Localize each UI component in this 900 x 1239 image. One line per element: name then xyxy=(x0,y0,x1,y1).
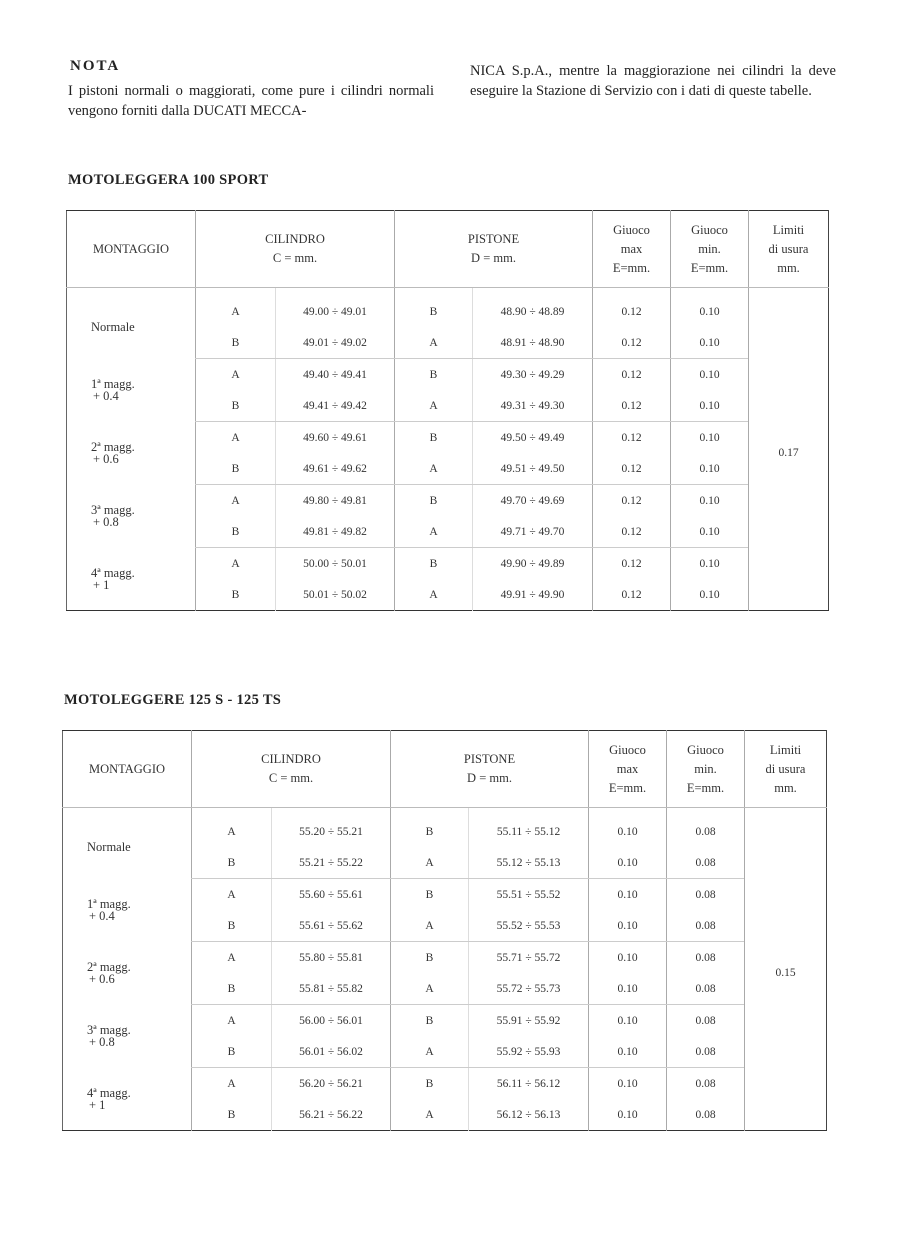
spec-table-100-sport xyxy=(66,210,829,611)
piston-diameter: 55.52 ÷ 55.53 xyxy=(469,910,589,942)
cylinder-diameter: 49.41 ÷ 49.42 xyxy=(276,390,395,422)
header-cilindro: CILINDRO C = mm. xyxy=(196,211,395,288)
piston-class: A xyxy=(391,1036,469,1068)
montaggio-label: 3ª magg. + 0.8 xyxy=(91,503,135,529)
table-row xyxy=(67,288,829,328)
montaggio-label: Normale xyxy=(87,840,131,855)
piston-class: B xyxy=(395,422,473,454)
piston-diameter: 55.11 ÷ 55.12 xyxy=(469,808,589,848)
piston-diameter: 49.31 ÷ 49.30 xyxy=(473,390,593,422)
giuoco-max-value: 0.10 xyxy=(589,1005,667,1037)
giuoco-max-value: 0.12 xyxy=(593,327,671,359)
piston-class: B xyxy=(391,1005,469,1037)
piston-diameter: 56.11 ÷ 56.12 xyxy=(469,1068,589,1100)
montaggio-label: 2ª magg. + 0.6 xyxy=(91,440,135,466)
montaggio-label: Normale xyxy=(91,320,135,335)
giuoco-max-value: 0.10 xyxy=(589,1099,667,1131)
piston-diameter: 55.92 ÷ 55.93 xyxy=(469,1036,589,1068)
cylinder-class: A xyxy=(192,942,272,974)
cylinder-diameter: 56.21 ÷ 56.22 xyxy=(272,1099,391,1131)
montaggio-label: 3ª magg. + 0.8 xyxy=(87,1023,131,1049)
piston-class: B xyxy=(391,1068,469,1100)
piston-class: B xyxy=(395,485,473,517)
giuoco-max-value: 0.12 xyxy=(593,390,671,422)
piston-class: A xyxy=(391,973,469,1005)
piston-class: A xyxy=(391,910,469,942)
cylinder-class: B xyxy=(196,390,276,422)
table-row xyxy=(67,485,829,517)
cylinder-class: B xyxy=(196,327,276,359)
cylinder-class: B xyxy=(196,579,276,611)
cylinder-diameter: 49.00 ÷ 49.01 xyxy=(276,288,395,328)
piston-class: B xyxy=(395,359,473,391)
table-title-100-sport: MOTOLEGGERA 100 SPORT xyxy=(68,172,269,188)
piston-diameter: 49.91 ÷ 49.90 xyxy=(473,579,593,611)
piston-class: A xyxy=(395,579,473,611)
piston-class: A xyxy=(395,327,473,359)
cylinder-class: B xyxy=(192,910,272,942)
montaggio-label: 1ª magg. + 0.4 xyxy=(87,897,131,923)
giuoco-max-value: 0.12 xyxy=(593,453,671,485)
table-row xyxy=(63,1068,827,1100)
limite-usura-value: 0.17 xyxy=(749,288,829,611)
nota-text-right: NICA S.p.A., mentre la maggiorazione nei cilindri la deve eseguire la Stazione di Servizio con i dati di queste tabelle. xyxy=(470,63,836,99)
piston-class: B xyxy=(391,808,469,848)
table-row xyxy=(63,879,827,911)
nota-section xyxy=(68,58,838,121)
piston-diameter: 55.71 ÷ 55.72 xyxy=(469,942,589,974)
piston-diameter: 55.51 ÷ 55.52 xyxy=(469,879,589,911)
table-row xyxy=(67,359,829,391)
giuoco-max-value: 0.10 xyxy=(589,1068,667,1100)
cylinder-class: A xyxy=(196,485,276,517)
cylinder-class: B xyxy=(196,453,276,485)
giuoco-min-value: 0.10 xyxy=(671,327,749,359)
piston-diameter: 49.50 ÷ 49.49 xyxy=(473,422,593,454)
cylinder-diameter: 49.60 ÷ 49.61 xyxy=(276,422,395,454)
giuoco-min-value: 0.08 xyxy=(667,879,745,911)
montaggio-label: 4ª magg. + 1 xyxy=(87,1085,131,1112)
cylinder-diameter: 55.21 ÷ 55.22 xyxy=(272,847,391,879)
piston-class: B xyxy=(391,879,469,911)
cylinder-diameter: 49.80 ÷ 49.81 xyxy=(276,485,395,517)
piston-class: A xyxy=(391,1099,469,1131)
giuoco-min-value: 0.08 xyxy=(667,1036,745,1068)
giuoco-min-value: 0.08 xyxy=(667,1068,745,1100)
header-giuoco-min: Giuoco min. E=mm. xyxy=(671,211,749,288)
giuoco-min-value: 0.10 xyxy=(671,359,749,391)
header-limiti-usura: Limiti di usura mm. xyxy=(745,731,827,808)
giuoco-max-value: 0.12 xyxy=(593,422,671,454)
nota-text-left: I pistoni normali o maggiorati, come pure i cilindri normali vengono forniti dalla DUCATI MECCA- xyxy=(68,83,434,119)
giuoco-min-value: 0.10 xyxy=(671,453,749,485)
cylinder-diameter: 56.00 ÷ 56.01 xyxy=(272,1005,391,1037)
giuoco-max-value: 0.12 xyxy=(593,485,671,517)
cylinder-class: A xyxy=(192,1005,272,1037)
cylinder-diameter: 49.61 ÷ 49.62 xyxy=(276,453,395,485)
giuoco-max-value: 0.10 xyxy=(589,1036,667,1068)
giuoco-max-value: 0.10 xyxy=(589,879,667,911)
piston-class: B xyxy=(395,288,473,328)
giuoco-max-value: 0.12 xyxy=(593,579,671,611)
giuoco-max-value: 0.12 xyxy=(593,288,671,328)
cylinder-class: A xyxy=(192,879,272,911)
header-pistone: PISTONE D = mm. xyxy=(391,731,589,808)
header-pistone: PISTONE D = mm. xyxy=(395,211,593,288)
table-title-125: MOTOLEGGERE 125 S - 125 TS xyxy=(64,692,282,708)
piston-diameter: 48.91 ÷ 48.90 xyxy=(473,327,593,359)
table-body xyxy=(67,288,829,611)
giuoco-max-value: 0.12 xyxy=(593,548,671,580)
piston-diameter: 55.12 ÷ 55.13 xyxy=(469,847,589,879)
piston-diameter: 49.90 ÷ 49.89 xyxy=(473,548,593,580)
cylinder-class: A xyxy=(196,548,276,580)
piston-diameter: 55.72 ÷ 55.73 xyxy=(469,973,589,1005)
giuoco-min-value: 0.08 xyxy=(667,973,745,1005)
giuoco-min-value: 0.10 xyxy=(671,422,749,454)
piston-diameter: 55.91 ÷ 55.92 xyxy=(469,1005,589,1037)
giuoco-min-value: 0.10 xyxy=(671,548,749,580)
giuoco-max-value: 0.10 xyxy=(589,808,667,848)
giuoco-max-value: 0.10 xyxy=(589,942,667,974)
cylinder-class: B xyxy=(196,516,276,548)
cylinder-diameter: 49.40 ÷ 49.41 xyxy=(276,359,395,391)
table-row xyxy=(63,942,827,974)
giuoco-min-value: 0.08 xyxy=(667,942,745,974)
cylinder-diameter: 49.01 ÷ 49.02 xyxy=(276,327,395,359)
giuoco-max-value: 0.10 xyxy=(589,973,667,1005)
table-row xyxy=(67,548,829,580)
giuoco-min-value: 0.10 xyxy=(671,390,749,422)
giuoco-max-value: 0.12 xyxy=(593,516,671,548)
piston-diameter: 49.70 ÷ 49.69 xyxy=(473,485,593,517)
piston-diameter: 49.51 ÷ 49.50 xyxy=(473,453,593,485)
limite-usura-value: 0.15 xyxy=(745,808,827,1131)
piston-class: A xyxy=(395,453,473,485)
cylinder-diameter: 56.01 ÷ 56.02 xyxy=(272,1036,391,1068)
table-body xyxy=(63,808,827,1131)
cylinder-class: A xyxy=(196,359,276,391)
montaggio-label: 2ª magg. + 0.6 xyxy=(87,960,131,986)
giuoco-min-value: 0.10 xyxy=(671,516,749,548)
piston-class: B xyxy=(391,942,469,974)
nota-title: NOTA xyxy=(70,58,121,74)
piston-class: A xyxy=(395,516,473,548)
cylinder-class: A xyxy=(192,1068,272,1100)
header-limiti-usura: Limiti di usura mm. xyxy=(749,211,829,288)
piston-diameter: 56.12 ÷ 56.13 xyxy=(469,1099,589,1131)
cylinder-diameter: 55.20 ÷ 55.21 xyxy=(272,808,391,848)
header-cilindro: CILINDRO C = mm. xyxy=(192,731,391,808)
piston-class: A xyxy=(395,390,473,422)
cylinder-class: B xyxy=(192,973,272,1005)
giuoco-min-value: 0.08 xyxy=(667,910,745,942)
header-giuoco-min: Giuoco min. E=mm. xyxy=(667,731,745,808)
cylinder-diameter: 55.81 ÷ 55.82 xyxy=(272,973,391,1005)
giuoco-min-value: 0.08 xyxy=(667,808,745,848)
cylinder-class: B xyxy=(192,1036,272,1068)
table-row xyxy=(67,422,829,454)
header-giuoco-max: Giuoco max E=mm. xyxy=(593,211,671,288)
giuoco-min-value: 0.08 xyxy=(667,1099,745,1131)
cylinder-diameter: 55.60 ÷ 55.61 xyxy=(272,879,391,911)
table-row xyxy=(63,808,827,848)
header-montaggio: MONTAGGIO xyxy=(63,731,192,808)
giuoco-min-value: 0.10 xyxy=(671,579,749,611)
header-montaggio: MONTAGGIO xyxy=(67,211,196,288)
piston-diameter: 49.71 ÷ 49.70 xyxy=(473,516,593,548)
cylinder-class: B xyxy=(192,847,272,879)
spec-table-125 xyxy=(62,730,827,1131)
table-row xyxy=(63,1005,827,1037)
giuoco-max-value: 0.12 xyxy=(593,359,671,391)
piston-class: B xyxy=(395,548,473,580)
giuoco-min-value: 0.08 xyxy=(667,1005,745,1037)
cylinder-diameter: 55.80 ÷ 55.81 xyxy=(272,942,391,974)
cylinder-diameter: 56.20 ÷ 56.21 xyxy=(272,1068,391,1100)
header-giuoco-max: Giuoco max E=mm. xyxy=(589,731,667,808)
cylinder-class: B xyxy=(192,1099,272,1131)
cylinder-class: A xyxy=(196,422,276,454)
giuoco-max-value: 0.10 xyxy=(589,847,667,879)
giuoco-min-value: 0.08 xyxy=(667,847,745,879)
montaggio-label: 1ª magg. + 0.4 xyxy=(91,377,135,403)
piston-diameter: 49.30 ÷ 49.29 xyxy=(473,359,593,391)
cylinder-diameter: 50.01 ÷ 50.02 xyxy=(276,579,395,611)
cylinder-diameter: 50.00 ÷ 50.01 xyxy=(276,548,395,580)
giuoco-min-value: 0.10 xyxy=(671,288,749,328)
cylinder-diameter: 49.81 ÷ 49.82 xyxy=(276,516,395,548)
cylinder-diameter: 55.61 ÷ 55.62 xyxy=(272,910,391,942)
cylinder-class: A xyxy=(196,288,276,328)
giuoco-max-value: 0.10 xyxy=(589,910,667,942)
piston-class: A xyxy=(391,847,469,879)
piston-diameter: 48.90 ÷ 48.89 xyxy=(473,288,593,328)
cylinder-class: A xyxy=(192,808,272,848)
giuoco-min-value: 0.10 xyxy=(671,485,749,517)
montaggio-label: 4ª magg. + 1 xyxy=(91,565,135,592)
